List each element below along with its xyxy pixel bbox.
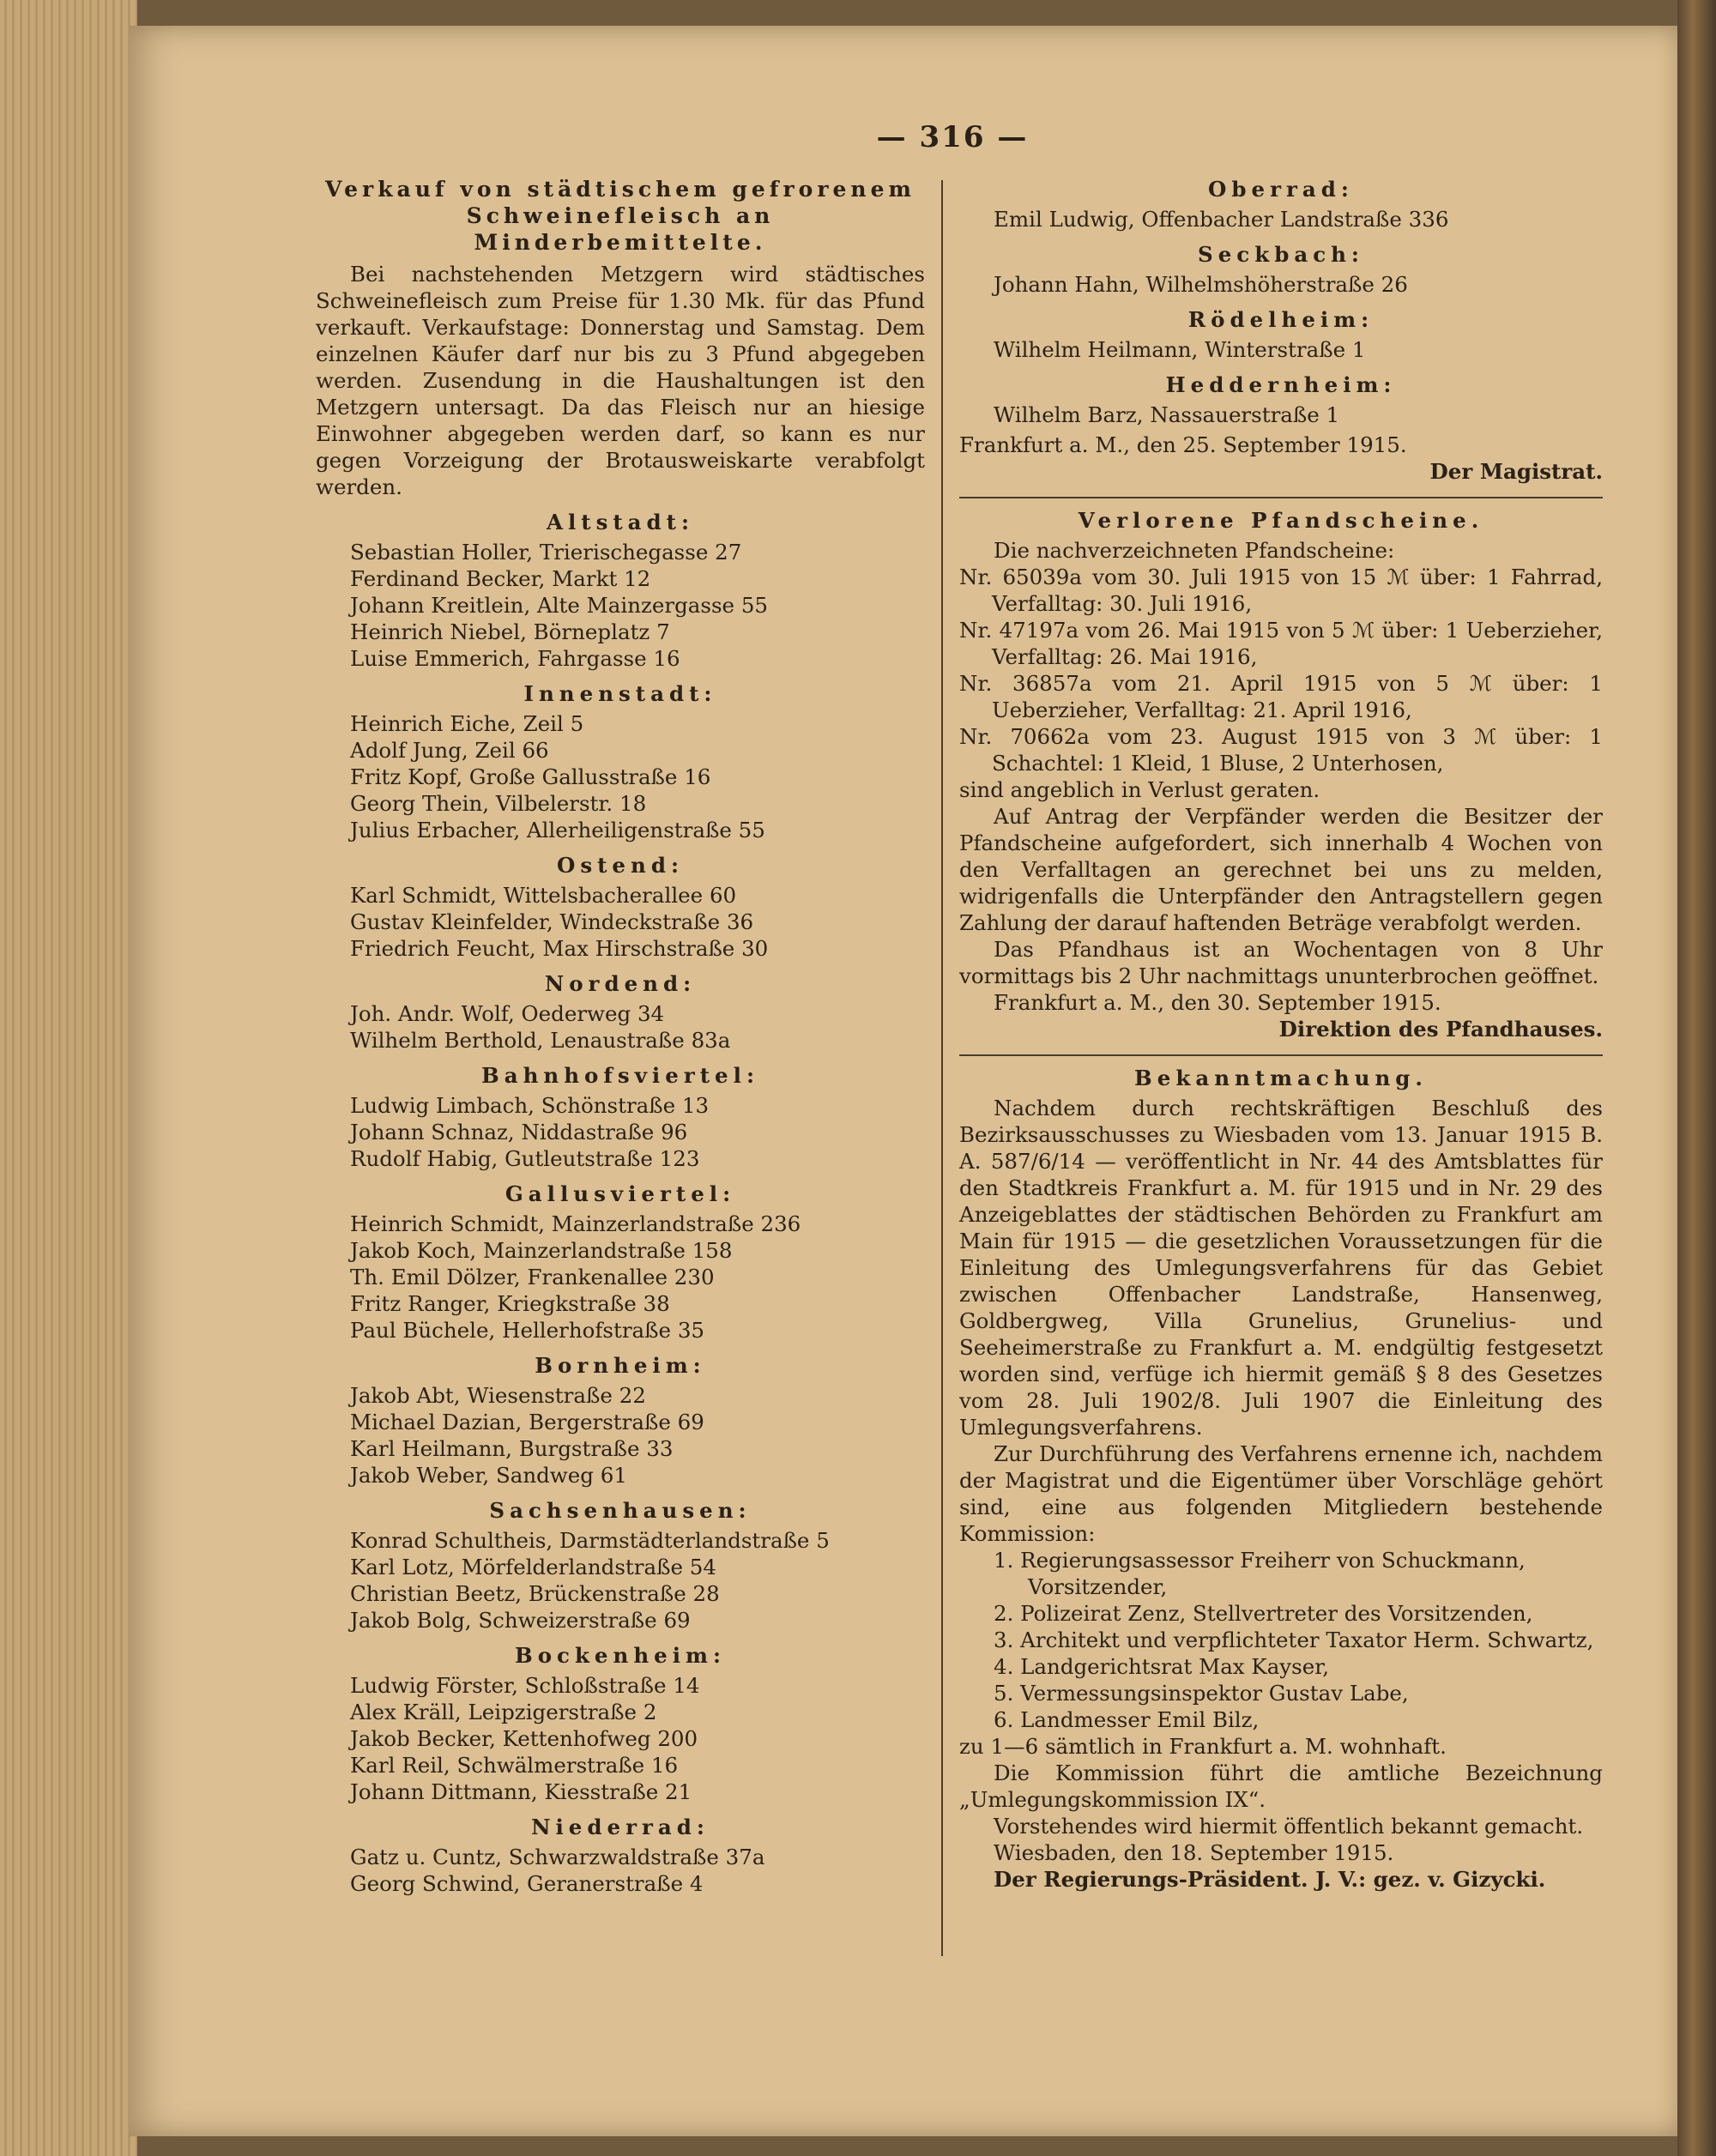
pfand-paragraph-1: Auf Antrag der Verpfänder werden die Besitzer der Pfandscheine aufgefordert, sich innerhalb 4 Wochen von den Verfalltagen an gerechnet bei uns zu melden, widrigenfalls die Unterpfänder den Antragstellern gegen Zahlung der darauf haftenden Beträge verabfolgt werden. (959, 804, 1603, 935)
district-heading: Bockenheim: (514, 1643, 727, 1668)
list-item: Adolf Jung, Zeil 66 (350, 738, 549, 763)
pfand-item: Nr. 70662a vom 23. August 1915 von 3 ℳ über: 1 Schachtel: 1 Kleid, 1 Bluse, 2 Unterhosen, (959, 724, 1603, 776)
list-item: Heinrich Eiche, Zeil 5 (350, 711, 584, 736)
list-item: Georg Thein, Vilbelerstr. 18 (350, 791, 647, 816)
list-item: Fritz Ranger, Kriegkstraße 38 (350, 1291, 670, 1316)
list-item: Gatz u. Cuntz, Schwarzwaldstraße 37a (350, 1845, 765, 1869)
list-item: Konrad Schultheis, Darmstädterlandstraße 5 (350, 1528, 830, 1553)
pfand-intro: Die nachverzeichneten Pfandscheine: (994, 538, 1395, 563)
district-heading: Gallusviertel: (505, 1181, 736, 1206)
list-item: Karl Schmidt, Wittelsbacherallee 60 (350, 883, 737, 908)
district-entries (316, 1000, 925, 1054)
list-item: 6. Landmesser Emil Bilz, (994, 1707, 1260, 1732)
district-heading: Bornheim: (535, 1353, 706, 1378)
district-heading: Rödelheim: (1187, 307, 1375, 332)
section-rule (959, 497, 1603, 498)
list-item: Karl Heilmann, Burgstraße 33 (350, 1436, 674, 1461)
list-item: 2. Polizeirat Zenz, Stellvertreter des Vorsitzenden, (994, 1601, 1533, 1626)
list-item: Ludwig Limbach, Schönstraße 13 (350, 1093, 710, 1118)
right-column (959, 176, 1603, 1893)
article-intro: Bei nachstehenden Metzgern wird städtisches Schweinefleisch zum Preise für 1.30 Mk. für das Pfund verkauft. Verkaufstage: Donnerstag und Samstag. Dem einzelnen Käufer darf nur bis zu 3 Pfund abgegeben werden. Zusendung in die Haushaltungen ist den Metzgern untersagt. Da das Fleisch nur an hiesige Einwohner abgegeben werden darf, so kann es nur gegen Vorzeigung der Brotausweiskarte verabfolgt werden. (316, 262, 925, 499)
district-heading: Niederrad: (531, 1815, 710, 1839)
district-entries (316, 1211, 925, 1344)
list-item: Jakob Koch, Mainzerlandstraße 158 (350, 1238, 733, 1263)
list-item: Wilhelm Barz, Nassauerstraße 1 (994, 402, 1340, 427)
list-item: Wilhelm Berthold, Lenaustraße 83a (350, 1028, 731, 1053)
list-item: Johann Hahn, Wilhelmshöherstraße 26 (994, 272, 1408, 297)
section-title-pfandscheine: Verlorene Pfandscheine. (1078, 508, 1484, 533)
district-entries (316, 1672, 925, 1805)
list-item: Georg Schwind, Geranerstraße 4 (350, 1871, 704, 1896)
bek-paragraph-3: Die Kommission führt die amtliche Bezeichnung „Umlegungskommission IX“. (959, 1760, 1603, 1812)
district-entries (316, 1844, 925, 1897)
list-item: Gustav Kleinfelder, Windeckstraße 36 (350, 909, 754, 934)
district-list (316, 509, 925, 1897)
list-item: Julius Erbacher, Allerheiligenstraße 55 (350, 818, 765, 842)
column-divider (941, 180, 943, 1956)
pfand-item: Nr. 36857a vom 21. April 1915 von 5 ℳ über: 1 Ueberzieher, Verfalltag: 21. April 1916, (959, 671, 1603, 722)
pfand-item: Nr. 47197a vom 26. Mai 1915 von 5 ℳ über: 1 Ueberzieher, Verfalltag: 26. Mai 1916, (959, 618, 1603, 669)
district-entries (959, 336, 1603, 363)
district-heading: Ostend: (556, 853, 685, 878)
list-item: Rudolf Habig, Gutleutstraße 123 (350, 1146, 700, 1171)
list-item: Jakob Weber, Sandweg 61 (350, 1463, 627, 1488)
page-number: — 316 — (876, 120, 1029, 154)
district-list-continued (959, 176, 1603, 428)
district-entries (959, 206, 1603, 233)
list-item: Th. Emil Dölzer, Frankenallee 230 (350, 1265, 715, 1289)
list-item: Wilhelm Heilmann, Winterstraße 1 (994, 337, 1366, 362)
list-item: Sebastian Holler, Trierischegasse 27 (350, 540, 742, 565)
signature: Der Magistrat. (1429, 459, 1603, 484)
list-item: 4. Landgerichtsrat Max Kayser, (994, 1654, 1330, 1679)
article-title-line-2: Schweinefleisch an Minderbemittelte. (466, 203, 775, 255)
district-entries (316, 710, 925, 843)
left-column (316, 176, 925, 1897)
pfand-items (959, 564, 1603, 776)
list-item: Alex Kräll, Leipzigerstraße 2 (350, 1700, 657, 1724)
signature: Direktion des Pfandhauses. (1278, 1017, 1603, 1042)
date-line: Frankfurt a. M., den 25. September 1915. (959, 432, 1407, 457)
district-heading: Heddernheim: (1165, 372, 1397, 397)
list-item: Karl Lotz, Mörfelderlandstraße 54 (350, 1555, 716, 1579)
section-title-bekanntmachung: Bekanntmachung. (1134, 1066, 1428, 1090)
list-item: Emil Ludwig, Offenbacher Landstraße 336 (994, 207, 1449, 232)
section-rule (959, 1054, 1603, 1056)
list-item: Paul Büchele, Hellerhofstraße 35 (350, 1318, 704, 1343)
district-heading: Nordend: (544, 971, 697, 996)
list-item: 5. Vermessungsinspektor Gustav Labe, (994, 1681, 1409, 1706)
district-heading: Bahnhofsviertel: (481, 1063, 759, 1088)
district-entries (959, 402, 1603, 428)
signature: Der Regierungs-Präsident. J. V.: gez. v. Gizycki. (994, 1867, 1546, 1892)
list-item: Friedrich Feucht, Max Hirschstraße 30 (350, 936, 769, 961)
article-title-line-1: Verkauf von städtischem gefrorenem (325, 177, 915, 202)
district-heading: Sachsenhausen: (489, 1498, 752, 1523)
district-heading: Altstadt: (546, 510, 695, 534)
pfand-item: Nr. 65039a vom 30. Juli 1915 von 15 ℳ über: 1 Fahrrad, Verfalltag: 30. Juli 1916, (959, 565, 1603, 616)
commission-list (959, 1547, 1603, 1733)
list-item: Luise Emmerich, Fahrgasse 16 (350, 646, 680, 671)
district-entries (959, 271, 1603, 298)
district-entries (316, 882, 925, 962)
list-item: Karl Reil, Schwälmerstraße 16 (350, 1753, 679, 1778)
list-item: Ferdinand Becker, Markt 12 (350, 566, 651, 591)
list-item: Johann Schnaz, Niddastraße 96 (350, 1120, 688, 1144)
district-entries (316, 1527, 925, 1634)
list-item: Heinrich Schmidt, Mainzerlandstraße 236 (350, 1211, 801, 1236)
binding-edge (1677, 0, 1716, 2156)
district-heading: Innenstadt: (523, 681, 717, 706)
list-item: Johann Dittmann, Kiesstraße 21 (350, 1779, 692, 1804)
pfand-paragraph-2: Das Pfandhaus ist an Wochentagen von 8 Uhr vormittags bis 2 Uhr nachmittags ununterbrochen geöffnet. (959, 937, 1603, 988)
district-heading: Seckbach: (1198, 242, 1364, 267)
list-item: Fritz Kopf, Große Gallusstraße 16 (350, 764, 711, 789)
bek-resident: zu 1—6 sämtlich in Frankfurt a. M. wohnhaft. (959, 1734, 1447, 1759)
list-item: Christian Beetz, Brückenstraße 28 (350, 1581, 720, 1606)
list-item: Michael Dazian, Bergerstraße 69 (350, 1410, 704, 1434)
date-line: Wiesbaden, den 18. September 1915. (994, 1840, 1394, 1865)
bek-paragraph-4: Vorstehendes wird hiermit öffentlich bekannt gemacht. (994, 1814, 1584, 1839)
list-item: Jakob Abt, Wiesenstraße 22 (350, 1383, 646, 1408)
district-entries (316, 539, 925, 672)
list-item: Ludwig Förster, Schloßstraße 14 (350, 1673, 700, 1698)
district-heading: Oberrad: (1208, 177, 1354, 202)
district-entries (316, 1382, 925, 1489)
list-item: 3. Architekt und verpflichteter Taxator Herm. Schwartz, (994, 1628, 1594, 1652)
date-line: Frankfurt a. M., den 30. September 1915. (994, 990, 1441, 1015)
bek-paragraph-2: Zur Durchführung des Verfahrens ernenne ich, nachdem der Magistrat und die Eigentümer über Vorschläge gehört sind, eine aus folgenden Mitgliedern bestehende Kommission: (959, 1441, 1603, 1546)
page-edges (0, 0, 137, 2156)
list-item: Joh. Andr. Wolf, Oederweg 34 (350, 1001, 665, 1026)
list-item: Heinrich Niebel, Börneplatz 7 (350, 619, 670, 644)
list-item: 1. Regierungsassessor Freiherr von Schuckmann, Vorsitzender, (994, 1548, 1526, 1599)
list-item: Johann Kreitlein, Alte Mainzergasse 55 (350, 593, 769, 618)
district-entries (316, 1092, 925, 1172)
pfand-lost: sind angeblich in Verlust geraten. (959, 777, 1320, 802)
bek-paragraph-1: Nachdem durch rechtskräftigen Beschluß des Bezirksausschusses zu Wiesbaden vom 13. Januar 1915 B. A. 587/6/14 — veröffentlicht in Nr. 44 des Amtsblattes für den Stadtkreis Frankfurt a. M. für 1915 und in Nr. 29 des Anzeigeblattes der städtischen Behörden zu Frankfurt am Main für 1915 — die gesetzlichen Voraussetzungen für die Einleitung des Umlegungsverfahrens für das Gebiet zwischen Offenbacher Landstraße, Hansenweg, Goldbergweg, Villa Grunelius, Grunelius- und Seeheimerstraße zu Frankfurt a. M. endgültig festgesetzt worden sind, verfüge ich hiermit gemäß § 8 des Gesetzes vom 28. Juli 1902/8. Juli 1907 die Einleitung des Umlegungsverfahrens. (959, 1096, 1603, 1440)
list-item: Jakob Bolg, Schweizerstraße 69 (350, 1608, 691, 1633)
list-item: Jakob Becker, Kettenhofweg 200 (350, 1726, 698, 1751)
